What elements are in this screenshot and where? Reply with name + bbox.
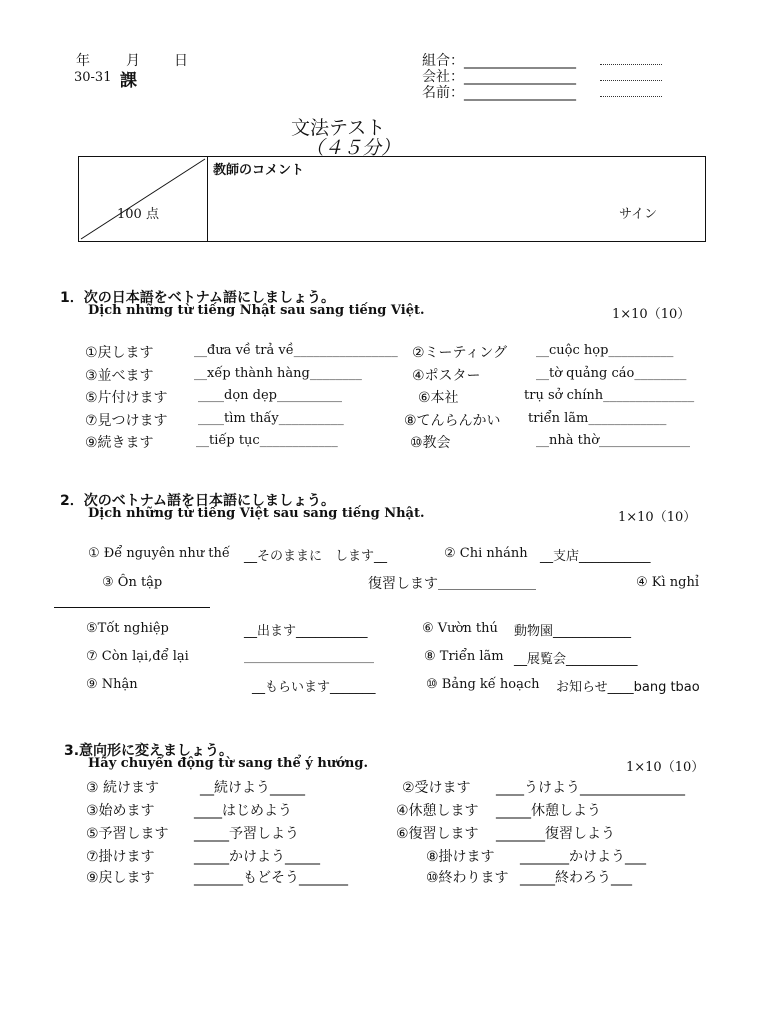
answer-10[interactable]: _____終わろう___ (520, 870, 632, 886)
question-1: ①戻します (85, 345, 154, 361)
question-10: ⑩終わります (426, 870, 509, 886)
grade-table (78, 156, 706, 242)
question-5: ⑤片付けます (85, 390, 168, 406)
answer-10[interactable]: __nhà thờ______________ (536, 433, 691, 448)
question-7: ⑦ Còn lại,để lại (86, 649, 189, 664)
answer-6[interactable]: trụ sở chính______________ (524, 388, 695, 403)
section-2-subheading: Dịch những từ tiếng Việt sau sang tiếng Nhật. (88, 506, 425, 521)
question-2: ②受けます (402, 780, 471, 796)
section-3-subheading: Hãy chuyển động từ sang thể ý hướng. (88, 756, 369, 771)
month-label: 月 (126, 53, 140, 69)
table-divider (207, 157, 208, 241)
answer-7[interactable]: ____tìm thấy__________ (198, 411, 344, 426)
answer-7[interactable]: _____かけよう_____ (194, 849, 320, 865)
teacher-comment-label: 教師のコメント (213, 163, 305, 178)
question-5: ⑤予習します (86, 826, 169, 842)
lesson-suffix: 課 (120, 71, 137, 91)
answer-4-line[interactable] (54, 607, 210, 608)
answer-5[interactable]: ____dọn dẹp__________ (198, 388, 342, 403)
question-7: ⑦掛けます (86, 849, 155, 865)
question-4: ④ポスター (412, 368, 481, 384)
section-2-heading: 2．次のベトナム語を日本語にしましょう。 (60, 493, 336, 509)
answer-5[interactable]: _____予習しよう (194, 826, 299, 842)
group-dotted-line (600, 64, 662, 65)
answer-3[interactable]: 復習します＿＿＿＿＿＿＿ (368, 576, 536, 592)
answer-1[interactable]: __続けよう_____ (200, 780, 305, 796)
question-9: ⑨続きます (85, 435, 154, 451)
answer-1[interactable]: __そのままに します__ (244, 549, 388, 564)
name-blank[interactable]: ________________ (464, 85, 576, 101)
group-label: 組合： (422, 53, 464, 69)
question-4: ④休憩します (396, 803, 479, 819)
max-score: 100 点 (117, 207, 159, 222)
question-8: ⑧掛けます (426, 849, 495, 865)
name-field (422, 82, 576, 102)
answer-7[interactable]: ____________________ (244, 649, 374, 664)
question-6: ⑥本社 (418, 390, 459, 406)
question-8: ⑧てんらんかい (404, 413, 501, 429)
answer-3[interactable]: ____はじめよう (194, 803, 292, 819)
answer-1[interactable]: __đưa về trả về________________ (194, 343, 398, 358)
answer-6[interactable]: 動物園____________ (514, 624, 632, 639)
name-label: 名前： (422, 85, 464, 101)
question-3: ③始めます (86, 803, 155, 819)
section-1-score: 1×10（10） (612, 307, 691, 322)
section-3-heading: 3.意向形に変えましょう。 (64, 743, 234, 759)
question-9: ⑨戻します (86, 870, 155, 886)
answer-2[interactable]: ____うけよう_______________ (496, 780, 685, 796)
answer-8[interactable]: triển lãm____________ (528, 411, 667, 426)
company-blank[interactable]: ________________ (464, 69, 576, 85)
question-4: ④ Kì nghỉ (636, 575, 700, 590)
question-2: ② Chi nhánh (444, 546, 528, 561)
company-dotted-line (600, 80, 662, 81)
question-8: ⑧ Triển lãm (424, 649, 504, 664)
question-2: ②ミーティング (412, 345, 508, 361)
day-label: 日 (174, 53, 188, 69)
year-label: 年 (76, 53, 90, 69)
answer-10[interactable]: お知らせ____bang tbao (556, 680, 700, 695)
question-7: ⑦見つけます (85, 413, 168, 429)
question-3: ③並べます (85, 368, 154, 384)
group-blank[interactable]: ________________ (464, 53, 576, 69)
section-1-subheading: Dịch những từ tiếng Nhật sau sang tiếng Việt. (88, 303, 425, 318)
answer-9[interactable]: __tiếp tục____________ (196, 433, 338, 448)
page-title: 文法テスト (291, 117, 386, 139)
question-3: ③ Ôn tập (102, 575, 163, 590)
answer-8[interactable]: _______かけよう___ (520, 849, 646, 865)
question-5: ⑤Tốt nghiệp (86, 621, 169, 636)
lesson-number: 30-31 (74, 70, 112, 85)
answer-8[interactable]: __展覧会___________ (514, 652, 638, 667)
section-2-score: 1×10（10） (618, 510, 697, 525)
section-1-heading: 1．次の日本語をベトナム語にしましょう。 (60, 290, 336, 306)
question-9: ⑨ Nhận (86, 677, 138, 692)
answer-6[interactable]: _______復習しよう (496, 826, 615, 842)
answer-2[interactable]: __支店___________ (540, 549, 651, 564)
question-6: ⑥復習します (396, 826, 479, 842)
answer-2[interactable]: __cuộc họp__________ (536, 343, 674, 358)
answer-3[interactable]: __xếp thành hàng________ (194, 366, 362, 381)
question-1: ③ 続けます (86, 780, 160, 796)
answer-5[interactable]: __出ます___________ (244, 624, 368, 639)
answer-9[interactable]: __もらいます_______ (252, 680, 376, 695)
answer-4[interactable]: __tờ quảng cáo________ (536, 366, 687, 381)
company-label: 会社： (422, 69, 464, 85)
answer-9[interactable]: _______もどそう_______ (194, 870, 348, 886)
section-3-score: 1×10（10） (626, 760, 705, 775)
diagonal-line (79, 157, 207, 241)
answer-4[interactable]: _____休憩しよう (496, 803, 601, 819)
question-1: ① Để nguyên như thế (88, 546, 230, 561)
question-10: ⑩ Bảng kế hoạch (426, 677, 540, 692)
question-6: ⑥ Vườn thú (422, 621, 498, 636)
test-duration: （４５分） (305, 137, 401, 159)
name-dotted-line (600, 96, 662, 97)
question-10: ⑩教会 (410, 435, 451, 451)
signature-label: サイン (619, 207, 658, 222)
